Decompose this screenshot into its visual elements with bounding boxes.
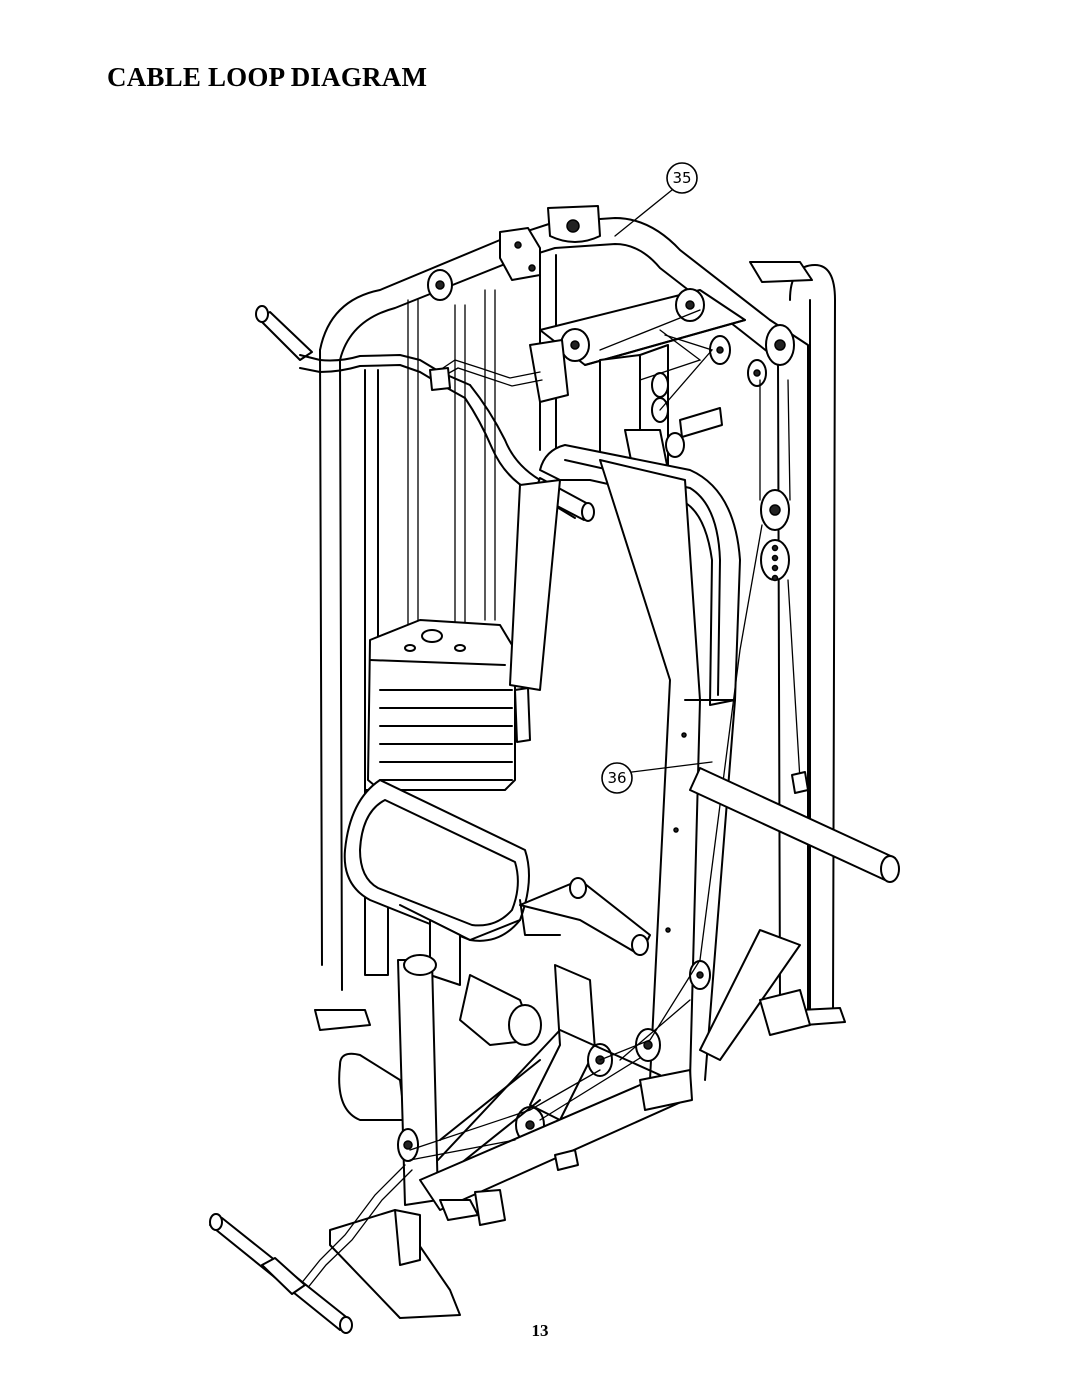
leg-extension (330, 878, 810, 1318)
page-number: 13 (531, 1321, 549, 1340)
page-title: CABLE LOOP DIAGRAM (107, 62, 428, 92)
callout-label-35: 35 (672, 169, 692, 187)
callout-label-36: 36 (607, 769, 627, 787)
callout-35 (615, 163, 697, 236)
